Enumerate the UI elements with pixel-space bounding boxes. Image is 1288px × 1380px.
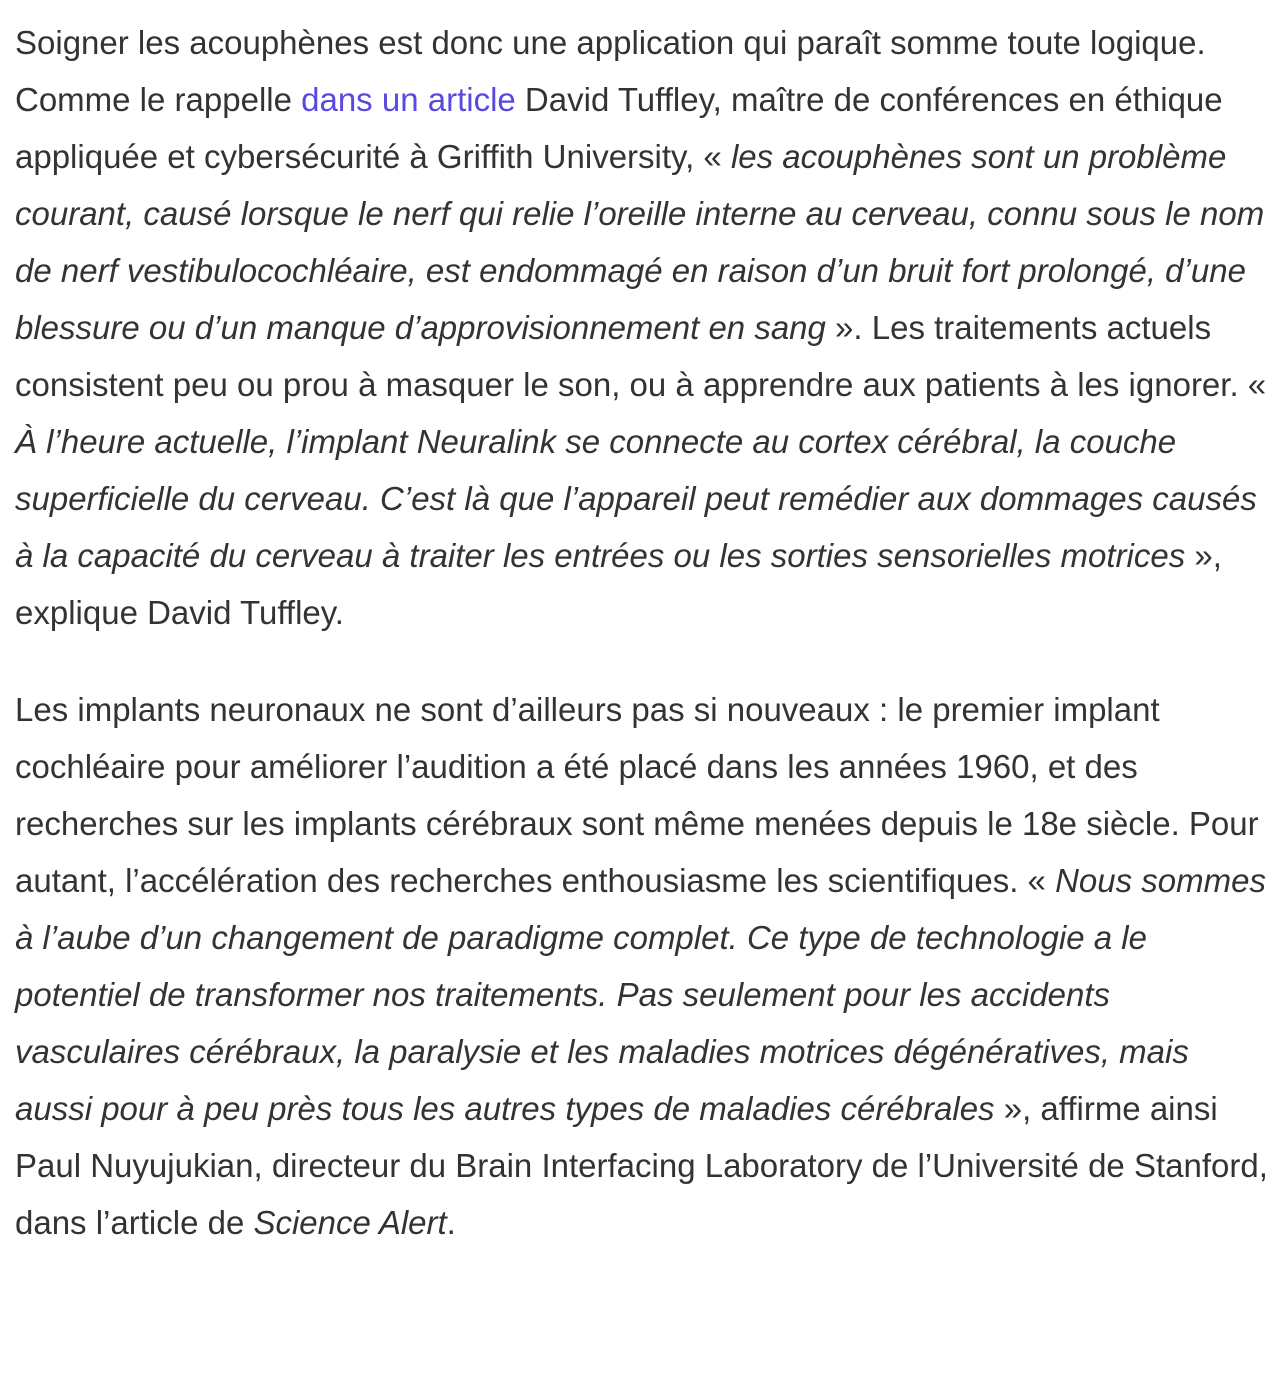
text-segment: . bbox=[446, 1204, 456, 1241]
text-segment: David Tuffley, maître de conférences en éthique appliquée et cybersécurité à Griffith University, « bbox=[15, 81, 1223, 175]
paragraph-tinnitus bbox=[15, 14, 1274, 641]
paragraph-neural-implants bbox=[15, 681, 1274, 1251]
text-segment: », explique David Tuffley. bbox=[15, 537, 1222, 631]
text-segment: Les implants neuronaux ne sont d’ailleurs pas si nouveaux : le premier implant cochléaire pour améliorer l’audition a été placé dans les années 1960, et des recherches sur les implants cérébraux sont même menées depuis le 18e siècle. Pour autant, l’accélération des recherches enthousiasme les scientifiques. « bbox=[15, 691, 1259, 899]
quote-tuffley-tinnitus: les acouphènes sont un problème courant, causé lorsque le nerf qui relie l’oreille interne au cerveau, connu sous le nom de nerf vestibulocochléaire, est endommagé en raison d’un bruit fort prolongé, d’une blessure ou d’un manque d’approvisionnement en sang bbox=[15, 138, 1265, 346]
article-link[interactable]: dans un article bbox=[301, 81, 516, 118]
text-segment: », affirme ainsi Paul Nuyujukian, directeur du Brain Interfacing Laboratory de l’Université de Stanford, dans l’article de bbox=[15, 1090, 1268, 1241]
quote-nuyujukian: Nous sommes à l’aube d’un changement de paradigme complet. Ce type de technologie a le potentiel de transformer nos traitements. Pas seulement pour les accidents vasculaires cérébraux, la paralysie et les maladies motrices dégénératives, mais aussi pour à peu près tous les autres types de maladies cérébrales bbox=[15, 862, 1266, 1127]
text-segment: Soigner les acouphènes est donc une application qui paraît somme toute logique. Comme le rappelle bbox=[15, 24, 1206, 118]
publication-name: Science Alert bbox=[253, 1204, 447, 1241]
text-segment: ». Les traitements actuels consistent peu ou prou à masquer le son, ou à apprendre aux patients à les ignorer. « bbox=[15, 309, 1267, 403]
quote-tuffley-neuralink: À l’heure actuelle, l’implant Neuralink se connecte au cortex cérébral, la couche superficielle du cerveau. C’est là que l’appareil peut remédier aux dommages causés à la capacité du cerveau à traiter les entrées ou les sorties sensorielles motrices bbox=[15, 423, 1257, 574]
